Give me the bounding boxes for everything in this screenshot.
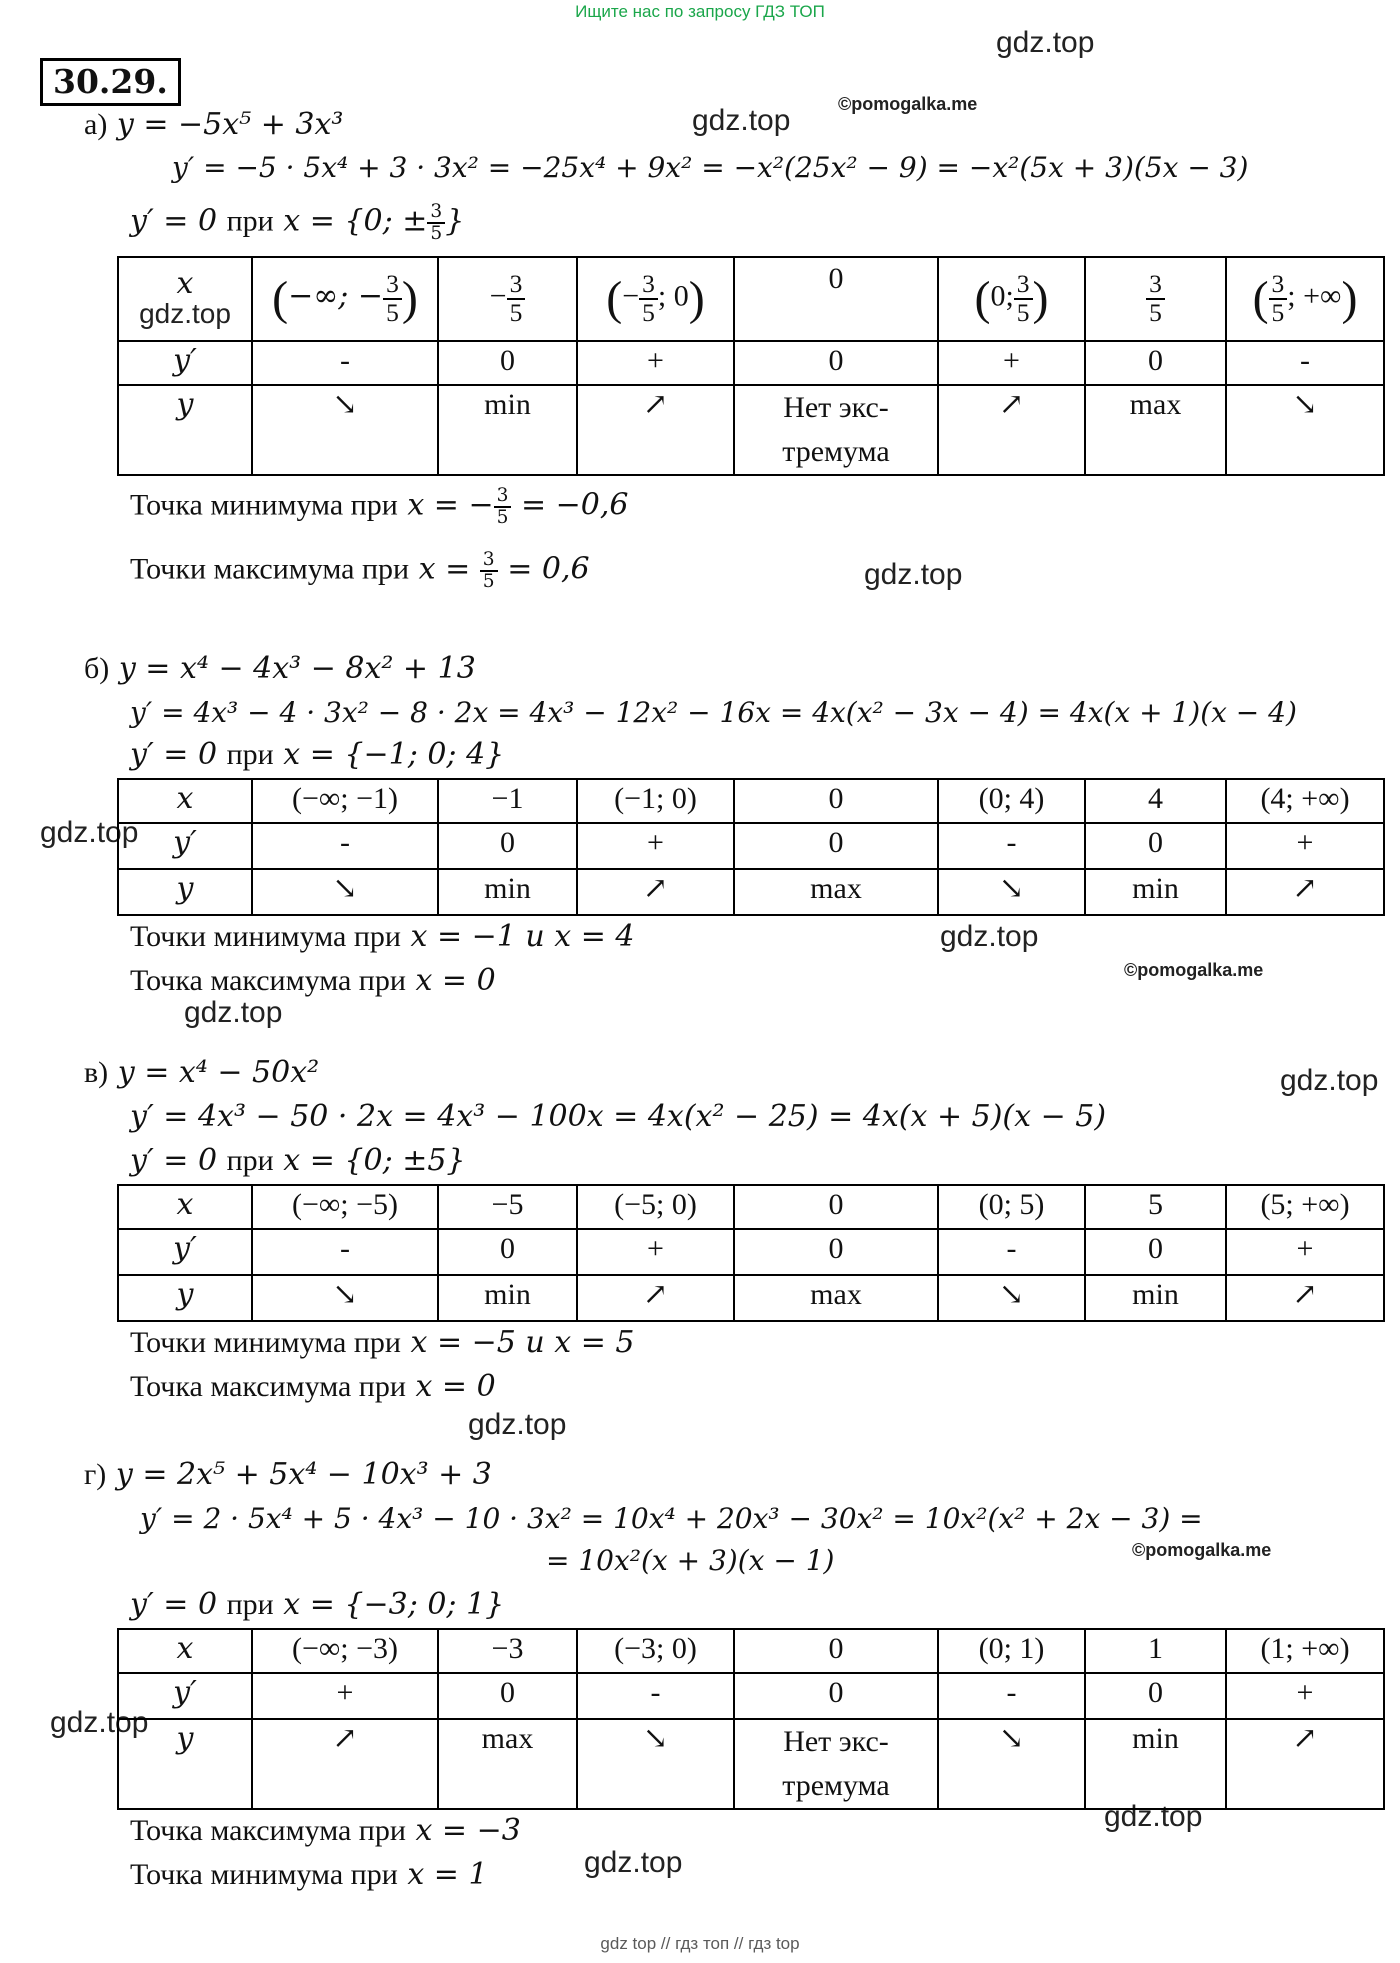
table-row <box>118 869 1384 915</box>
watermark: gdz.top <box>50 1706 149 1739</box>
table-cell: 0 <box>1085 823 1226 869</box>
table-cell: ↘ <box>938 1719 1085 1809</box>
watermark: gdz.top <box>40 816 139 849</box>
table-cell: 0 <box>734 779 938 823</box>
table-cell: 1 <box>1085 1629 1226 1673</box>
table-cell: min <box>1085 869 1226 915</box>
table-cell: + <box>577 1229 734 1275</box>
table-cell: $\frac{3}{5}$ <box>1085 257 1226 341</box>
table-cell: + <box>577 341 734 385</box>
table-cell: (0; 5) <box>938 1185 1085 1229</box>
table-cell: - <box>938 1673 1085 1719</box>
table-cell: ↗ <box>252 1719 438 1809</box>
table-cell: (− $\frac{3}{5}$ ; 0) <box>577 257 734 341</box>
table-cell: x gdz.top <box>118 257 252 341</box>
table-cell: x <box>118 779 252 823</box>
table-cell: 0 <box>1085 1229 1226 1275</box>
part-v-zeros: y′ = 0 при x = {0; ±5} <box>130 1143 466 1178</box>
watermark: gdz.top <box>864 558 963 591</box>
table-cell: ↗ <box>577 385 734 475</box>
part-a-sign-table <box>117 256 1385 476</box>
watermark: gdz.top <box>1280 1064 1379 1097</box>
table-cell: (1; +∞) <box>1226 1629 1384 1673</box>
part-v-function-line <box>84 1054 319 1092</box>
table-cell: max <box>1085 385 1226 475</box>
fraction: $\frac{3}{5}$ <box>427 202 445 243</box>
table-cell: ↘ <box>1226 385 1384 475</box>
table-cell: ↘ <box>938 869 1085 915</box>
watermark: gdz.top <box>584 1846 683 1879</box>
part-a-label: а) <box>84 108 108 141</box>
part-b-function: y = x⁴ − 4x³ − 8x² + 13 <box>118 651 476 686</box>
part-v-min-conclusion: Точки минимума при x = −5 и x = 5 <box>130 1325 635 1360</box>
table-cell: min <box>438 869 577 915</box>
table-cell: ↗ <box>938 385 1085 475</box>
part-b-zeros: y′ = 0 при x = {−1; 0; 4} <box>130 737 505 772</box>
part-b-label: б) <box>84 652 110 685</box>
table-cell: (−5; 0) <box>577 1185 734 1229</box>
table-cell: 0 <box>734 1629 938 1673</box>
table-row <box>118 257 1384 341</box>
part-v-function: y = x⁴ − 50x² <box>117 1055 320 1090</box>
table-cell: −1 <box>438 779 577 823</box>
part-b-function-line <box>84 650 476 688</box>
table-cell: min <box>1085 1719 1226 1809</box>
copyright-watermark: ©pomogalka.me <box>838 94 978 114</box>
table-row <box>118 1275 1384 1321</box>
part-g-derivative-line1: y′ = 2 · 5x⁴ + 5 · 4x³ − 10 · 3x² = 10x⁴ + 20x³ − 30x² = 10x²(x² + 2x − 3) = <box>140 1502 1203 1535</box>
part-v-sign-table <box>117 1184 1385 1322</box>
part-v-label: в) <box>84 1056 109 1089</box>
table-cell: 0 <box>1085 341 1226 385</box>
table-cell: (−∞; −3) <box>252 1629 438 1673</box>
table-cell: (0; $\frac{3}{5}$ ) <box>938 257 1085 341</box>
table-cell: min <box>438 1275 577 1321</box>
table-cell: + <box>1226 823 1384 869</box>
part-g-zeros: y′ = 0 при x = {−3; 0; 1} <box>130 1587 505 1622</box>
table-cell: 0 <box>734 1229 938 1275</box>
table-cell: y′ <box>118 341 252 385</box>
table-cell: - <box>252 341 438 385</box>
table-cell: x <box>118 1185 252 1229</box>
part-g-derivative-line2: = 10x²(x + 3)(x − 1) <box>546 1544 835 1577</box>
table-cell: 0 <box>734 257 938 341</box>
table-cell: + <box>1226 1229 1384 1275</box>
table-cell: (−∞; − $\frac{3}{5}$ ) <box>252 257 438 341</box>
table-cell: y <box>118 385 252 475</box>
part-g-min-conclusion: Точка минимума при x = 1 <box>130 1857 488 1892</box>
table-cell: min <box>438 385 577 475</box>
table-cell: y <box>118 1719 252 1809</box>
table-cell: y′ <box>118 1673 252 1719</box>
table-row <box>118 779 1384 823</box>
table-cell: + <box>938 341 1085 385</box>
table-cell: 0 <box>734 1185 938 1229</box>
table-row <box>118 1229 1384 1275</box>
table-cell: −3 <box>438 1629 577 1673</box>
table-cell: (−1; 0) <box>577 779 734 823</box>
table-row <box>118 1185 1384 1229</box>
table-row <box>118 385 1384 475</box>
table-cell: max <box>438 1719 577 1809</box>
table-cell: 0 <box>1085 1673 1226 1719</box>
table-cell: 0 <box>438 1673 577 1719</box>
part-a-function: y = −5x⁵ + 3x³ <box>116 107 344 142</box>
table-row <box>118 341 1384 385</box>
table-cell: (0; 4) <box>938 779 1085 823</box>
problem-number: 30.29. <box>40 58 181 106</box>
table-cell: ↘ <box>577 1719 734 1809</box>
table-cell: - <box>252 823 438 869</box>
table-cell: ↘ <box>938 1275 1085 1321</box>
table-cell: max <box>734 869 938 915</box>
part-b-min-conclusion: Точки минимума при x = −1 и x = 4 <box>130 919 635 954</box>
table-cell: − $\frac{3}{5}$ <box>438 257 577 341</box>
part-a-min-conclusion: Точка минимума при x = − $\frac{3}{5}$ = −0,6 <box>130 485 629 528</box>
top-banner: Ищите нас по запросу ГДЗ ТОП <box>575 2 825 21</box>
table-cell: + <box>577 823 734 869</box>
table-cell: (−∞; −1) <box>252 779 438 823</box>
table-cell: - <box>1226 341 1384 385</box>
table-cell: −5 <box>438 1185 577 1229</box>
watermark: gdz.top <box>184 996 283 1029</box>
table-cell: ↗ <box>1226 1275 1384 1321</box>
table-cell: x <box>118 1629 252 1673</box>
table-cell: - <box>577 1673 734 1719</box>
table-cell: ( $\frac{3}{5}$ ; +∞) <box>1226 257 1384 341</box>
table-cell: - <box>938 823 1085 869</box>
table-cell: y <box>118 869 252 915</box>
table-row <box>118 1673 1384 1719</box>
table-cell: + <box>252 1673 438 1719</box>
part-b-derivative: y′ = 4x³ − 4 · 3x² − 8 · 2x = 4x³ − 12x² − 16x = 4x(x² − 3x − 4) = 4x(x + 1)(x − 4) <box>130 696 1297 729</box>
watermark: gdz.top <box>1104 1800 1203 1833</box>
table-cell: - <box>252 1229 438 1275</box>
table-row <box>118 823 1384 869</box>
part-a-zeros: y′ = 0 при x = {0; ± $\frac{3}{5}$ } <box>130 201 465 244</box>
table-cell: - <box>938 1229 1085 1275</box>
table-cell: + <box>1226 1673 1384 1719</box>
table-cell: 0 <box>438 341 577 385</box>
table-cell: ↘ <box>252 385 438 475</box>
part-v-max-conclusion: Точка максимума при x = 0 <box>130 1369 496 1404</box>
part-a-derivative: y′ = −5 · 5x⁴ + 3 · 3x² = −25x⁴ + 9x² = −x²(25x² − 9) = −x²(5x + 3)(5x − 3) <box>172 151 1249 184</box>
part-b-sign-table <box>117 778 1385 916</box>
table-cell: 0 <box>438 823 577 869</box>
table-cell: Нет экс- тремума <box>734 1719 938 1809</box>
table-cell: ↗ <box>1226 1719 1384 1809</box>
table-cell: (4; +∞) <box>1226 779 1384 823</box>
table-cell: ↘ <box>252 869 438 915</box>
copyright-watermark: ©pomogalka.me <box>1124 960 1264 980</box>
table-cell: Нет экс- тремума <box>734 385 938 475</box>
table-cell: ↗ <box>1226 869 1384 915</box>
copyright-watermark: ©pomogalka.me <box>1132 1540 1272 1560</box>
part-a-function-line <box>84 106 343 144</box>
table-cell: (5; +∞) <box>1226 1185 1384 1229</box>
table-cell: 0 <box>734 823 938 869</box>
part-a-max-conclusion: Точки максимума при x = $\frac{3}{5}$ = 0,6 <box>130 549 590 592</box>
table-cell: 0 <box>734 341 938 385</box>
table-cell: y′ <box>118 1229 252 1275</box>
part-v-derivative: y′ = 4x³ − 50 · 2x = 4x³ − 100x = 4x(x² − 25) = 4x(x + 5)(x − 5) <box>130 1099 1107 1134</box>
table-cell: (−3; 0) <box>577 1629 734 1673</box>
table-cell: ↗ <box>577 869 734 915</box>
watermark: gdz.top <box>996 26 1095 59</box>
part-g-function-line <box>84 1456 492 1494</box>
table-cell: (−∞; −5) <box>252 1185 438 1229</box>
table-cell: ↘ <box>252 1275 438 1321</box>
watermark: gdz.top <box>692 104 791 137</box>
part-b-max-conclusion: Точка максимума при x = 0 <box>130 963 496 998</box>
table-row <box>118 1629 1384 1673</box>
table-cell: 5 <box>1085 1185 1226 1229</box>
part-g-max-conclusion: Точка максимума при x = −3 <box>130 1813 521 1848</box>
watermark: gdz.top <box>468 1408 567 1441</box>
table-cell: y′ <box>118 823 252 869</box>
footer-links: gdz top // гдз топ // гдз top <box>600 1934 800 1953</box>
table-cell: (0; 1) <box>938 1629 1085 1673</box>
watermark: gdz.top <box>139 298 231 329</box>
table-cell: min <box>1085 1275 1226 1321</box>
table-cell: ↗ <box>577 1275 734 1321</box>
part-g-function: y = 2x⁵ + 5x⁴ − 10x³ + 3 <box>115 1457 492 1492</box>
watermark: gdz.top <box>940 920 1039 953</box>
table-cell: 4 <box>1085 779 1226 823</box>
table-row <box>118 1719 1384 1809</box>
table-cell: max <box>734 1275 938 1321</box>
part-g-sign-table <box>117 1628 1385 1810</box>
table-cell: 0 <box>734 1673 938 1719</box>
table-cell: 0 <box>438 1229 577 1275</box>
table-cell: y <box>118 1275 252 1321</box>
part-g-label: г) <box>84 1458 107 1491</box>
